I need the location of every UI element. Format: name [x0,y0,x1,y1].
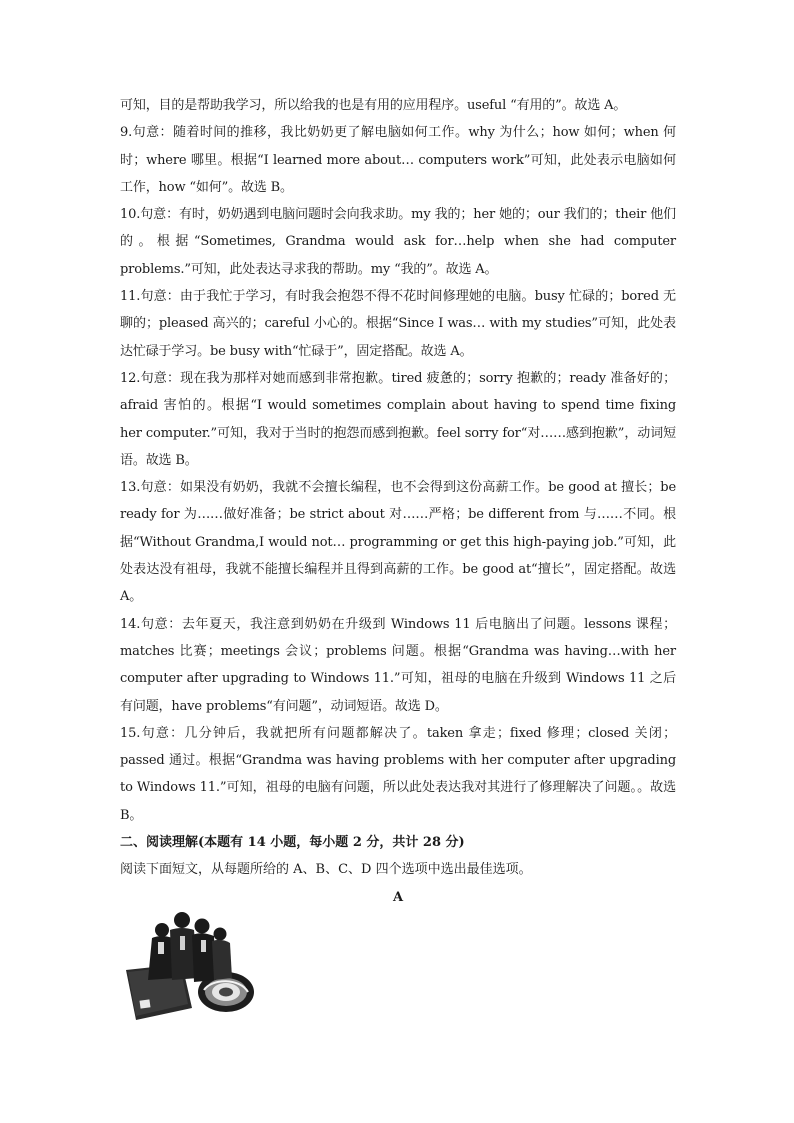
section-title: 二、阅读理解(本题有 14 小题，每小题 2 分，共计 28 分) [120,835,465,851]
paragraph-1: 可知，目的是帮助我学习，所以给我的也是有用的应用程序。useful “有用的”。故选 A。 [120,98,627,113]
band-members-shape [148,912,232,982]
paragraph-5: 12.句意：现在我为那样对她而感到非常抱歉。tired 疲惫的；sorry 抱歉的；ready 准备好的；afraid 害怕的。根据“I would sometimes complain about having to spend time fixing her computer.”可知，我对于当时的抱怨而感到抱歉。feel sorry for“对……感到抱歉”，动词短语。故选 B。 [120,370,676,468]
paragraph-7: 14.句意：去年夏天，我注意到奶奶在升级到 Windows 11 后电脑出了问题。lessons 课程；matches 比赛；meetings 会议；problems 问题。根据“Grandma was having…with her computer after upgrading to Windows 11.”可知，祖母的电脑在升级到 Windows 11 之后有问题，have problems“有问题”，动词短语。故选 D。 [120,616,676,714]
paragraph-3: 10.句意：有时，奶奶遇到电脑问题时会向我求助。my 我的；her 她的；our 我们的；their 他们的。根据“Sometimes, Grandma would ask for…help when she had computer problems.”可知，此处表达寻求我的帮助。my “我的”。故选 A。 [120,207,676,277]
band-album-image [122,908,256,1022]
paragraph-8: 15.句意：几分钟后，我就把所有问题都解决了。taken 拿走；fixed 修理；closed 关闭；passed 通过。根据“Grandma was having problems with her computer after upgrading to Windows 11.”可知，祖母的电脑有问题，所以此处表达我对其进行了修理解决了问题。。故选 B。 [120,725,676,823]
document-body [120,92,676,911]
paragraph-4: 11.句意：由于我忙于学习，有时我会抱怨不得不花时间修理她的电脑。busy 忙碌的；bored 无聊的；pleased 高兴的；careful 小心的。根据“Since I was… with my studies”可知，此处表达忙碌于学习。be busy with“忙碌于”，固定搭配。故选 A。 [120,289,676,359]
paragraph-6: 13.句意：如果没有奶奶，我就不会擅长编程，也不会得到这份高薪工作。be good at 擅长；be ready for 为……做好准备；be strict about 对……严格；be different from 与……不同。根据“Without Grandma,I would not… programming or get this high-paying job.”可知，此处表达没有祖母，我就不能擅长编程并且得到高薪的工作。be good at“擅长”，固定搭配。故选 A。 [120,480,676,605]
section-instruction: 阅读下面短文，从每题所给的 A、B、C、D 四个选项中选出最佳选项。 [120,862,532,878]
passage-label: A [392,889,404,905]
paragraph-2: 9.句意：随着时间的推移，我比奶奶更了解电脑如何工作。why 为什么；how 如何；when 何时；where 哪里。根据“I learned more about… computers work”可知，此处表示电脑如何工作，how “如何”。故选 B。 [120,125,676,195]
